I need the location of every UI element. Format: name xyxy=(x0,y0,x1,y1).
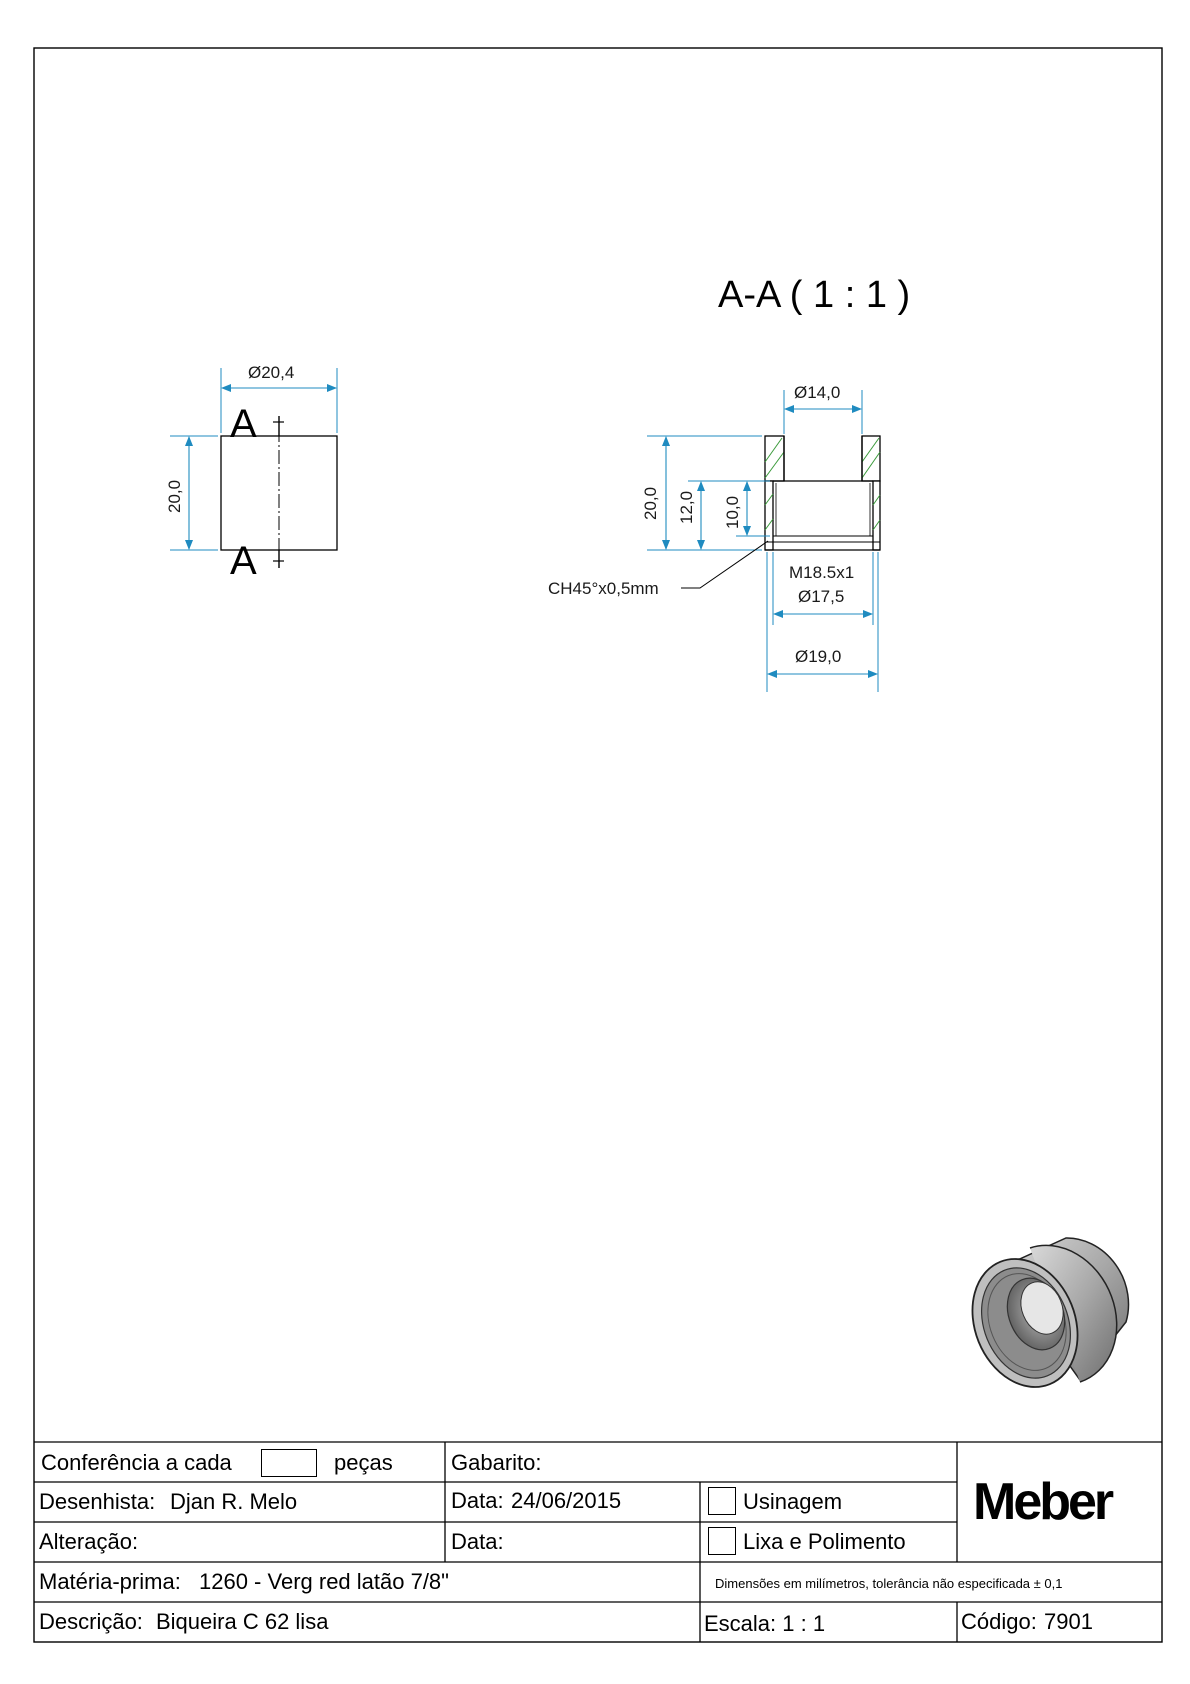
front-view xyxy=(165,363,337,583)
lixa-label: Lixa e Polimento xyxy=(743,1529,906,1554)
dim-thread-depth-text: 12,0 xyxy=(677,490,696,524)
codigo-label: Código: xyxy=(961,1609,1037,1634)
section-view xyxy=(548,274,910,692)
company-logo: Meber xyxy=(973,1473,1112,1531)
gabarito-label: Gabarito: xyxy=(451,1450,542,1475)
isometric-render xyxy=(954,1238,1129,1403)
section-marker-top: A xyxy=(230,402,257,446)
conferencia-label: Conferência a cada xyxy=(41,1450,232,1475)
section-marker-bottom: A xyxy=(230,539,257,583)
hatch-left-lower xyxy=(765,481,773,550)
hatch-right-lower xyxy=(873,481,880,550)
alteracao-label: Alteração: xyxy=(39,1529,139,1554)
dim-section-height-text: 20,0 xyxy=(641,486,660,520)
escala-label: Escala: 1 : 1 xyxy=(704,1611,826,1636)
dim-inner-depth-text: 10,0 xyxy=(723,495,742,529)
materia-label: Matéria-prima: xyxy=(39,1569,181,1594)
section-title: A-A ( 1 : 1 ) xyxy=(718,274,911,316)
dim-height-text: 20,0 xyxy=(165,479,184,513)
sheet-border xyxy=(34,48,1162,1642)
descricao-value: Biqueira C 62 lisa xyxy=(156,1609,329,1634)
tolerancia-note: Dimensões em milímetros, tolerância não especificada ± 0,1 xyxy=(715,1576,1063,1591)
dim-bore-top-text: Ø14,0 xyxy=(794,383,841,402)
usinagem-checkbox[interactable] xyxy=(708,1487,736,1515)
lixa-checkbox[interactable] xyxy=(708,1527,736,1555)
data-label: Data: xyxy=(451,1488,504,1513)
hatch-right-upper xyxy=(862,436,880,481)
data-value: 24/06/2015 xyxy=(511,1488,622,1513)
conferencia-input[interactable] xyxy=(261,1449,317,1477)
dim-outer-diameter-text: Ø19,0 xyxy=(795,647,842,666)
desenhista-label: Desenhista: xyxy=(39,1489,156,1514)
materia-value: 1260 - Verg red latão 7/8" xyxy=(199,1569,449,1594)
descricao-label: Descrição: xyxy=(39,1609,143,1634)
pecas-label: peças xyxy=(334,1450,393,1475)
dim-thread-text: M18.5x1 xyxy=(789,563,855,582)
chamfer-leader xyxy=(681,541,768,588)
dim-chamfer-text: CH45°x0,5mm xyxy=(548,579,659,598)
codigo-value: 7901 xyxy=(1044,1609,1093,1634)
hatch-left-upper xyxy=(765,436,784,481)
data2-label: Data: xyxy=(451,1529,504,1554)
usinagem-label: Usinagem xyxy=(743,1489,843,1514)
dim-diameter-text: Ø20,4 xyxy=(248,363,295,382)
desenhista-value: Djan R. Melo xyxy=(170,1489,298,1514)
dim-inner-diameter-text: Ø17,5 xyxy=(798,587,845,606)
